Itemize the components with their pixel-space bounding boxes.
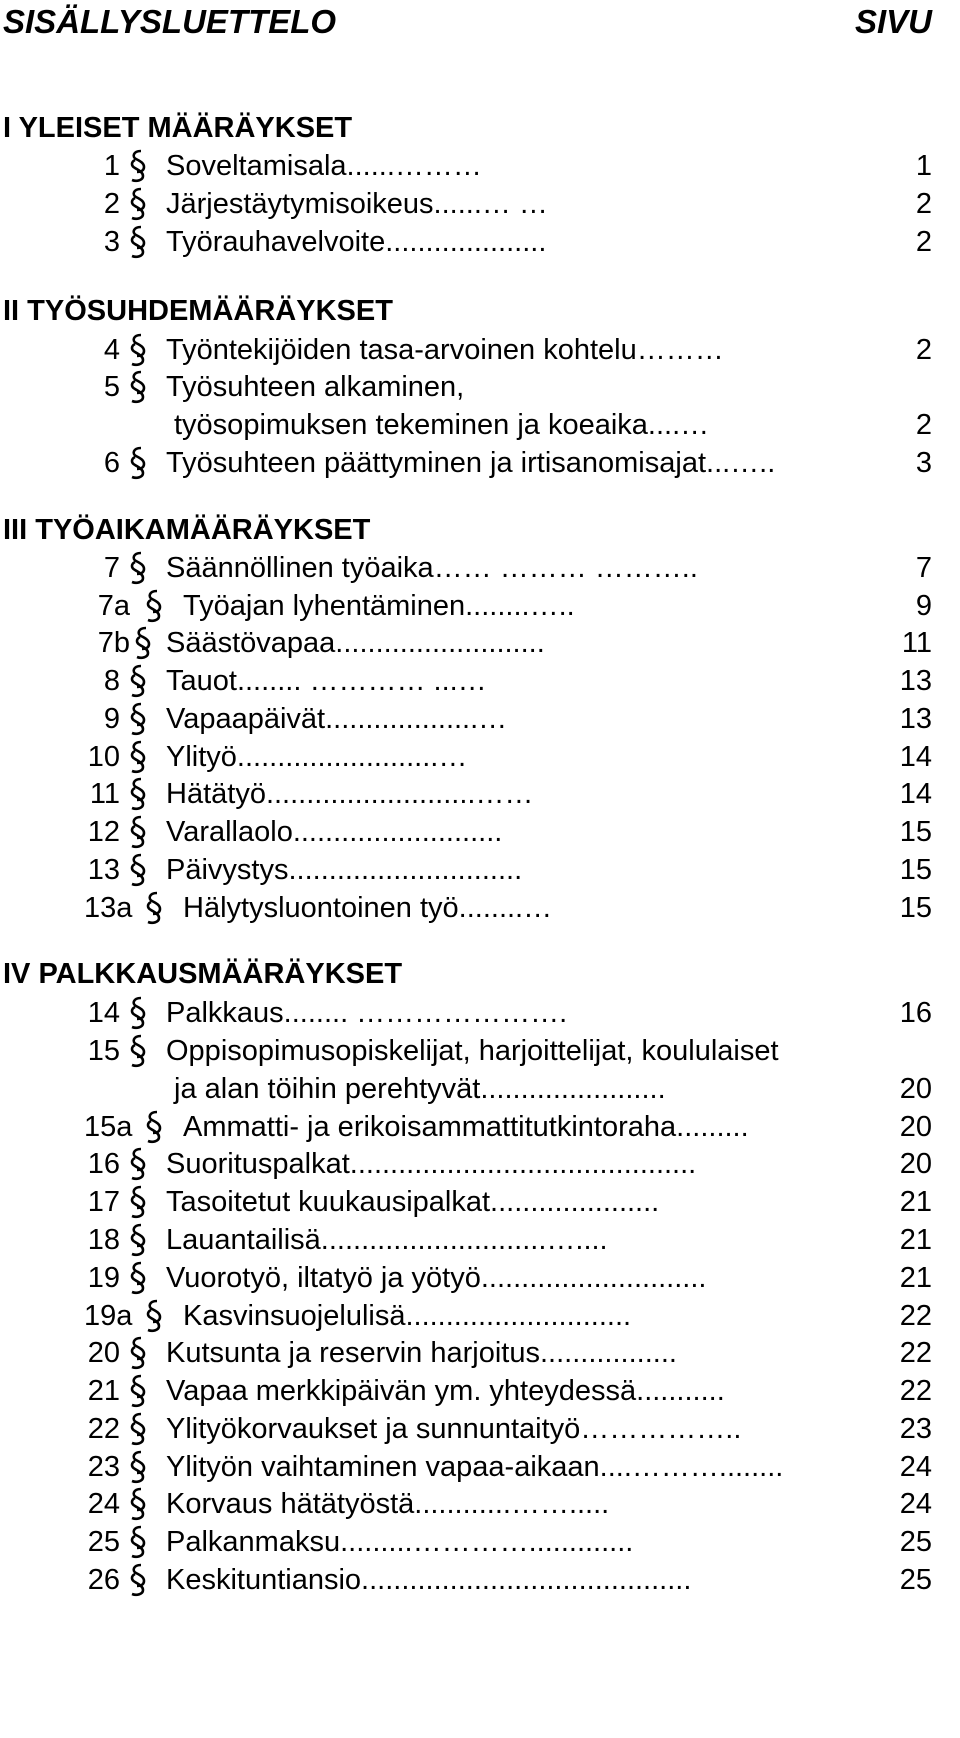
entry-title: Vapaapäivät...................… <box>166 703 508 735</box>
entry-number: 8 <box>103 665 120 697</box>
entry-number: 14 <box>87 997 120 1029</box>
entry-title: Päivystys............................. <box>166 854 523 886</box>
entry-number: 17 <box>87 1186 120 1218</box>
entry-title: Työrauhavelvoite.................... <box>166 226 547 258</box>
entry-number: 23 <box>87 1451 120 1483</box>
entry-title: työsopimuksen tekeminen ja koeaika....… <box>174 409 710 441</box>
paragraph-sign-icon <box>127 776 149 812</box>
paragraph-sign-icon <box>127 1524 149 1560</box>
entry-page-number: 20 <box>899 1148 932 1180</box>
paragraph-sign-icon <box>127 1335 149 1371</box>
paragraph-sign-icon <box>127 148 149 184</box>
section-heading: I YLEISET MÄÄRÄYKSET <box>3 112 353 144</box>
entry-title: Vuorotyö, iltatyö ja yötyö............................ <box>166 1262 707 1294</box>
paragraph-sign-icon <box>127 1486 149 1522</box>
entry-number: 16 <box>87 1148 120 1180</box>
toc-entry[interactable] <box>0 886 960 930</box>
entry-page-number: 11 <box>901 627 932 659</box>
entry-title: Kutsunta ja reservin harjoitus................. <box>166 1337 677 1369</box>
entry-title: Korvaus hätätyöstä............……..... <box>166 1488 610 1520</box>
page-column-label: SIVU <box>854 3 932 40</box>
paragraph-sign-icon <box>127 224 149 260</box>
section-heading: II TYÖSUHDEMÄÄRÄYKSET <box>3 295 393 327</box>
entry-page-number: 24 <box>899 1488 932 1520</box>
entry-page-number: 3 <box>915 447 932 479</box>
entry-number: 12 <box>87 816 120 848</box>
entry-page-number: 21 <box>899 1224 932 1256</box>
entry-page-number: 2 <box>915 409 932 441</box>
entry-number: 3 <box>103 226 120 258</box>
entry-title: Suorituspalkat........................................... <box>166 1148 697 1180</box>
toc-title: SISÄLLYSLUETTELO <box>3 3 337 40</box>
entry-number: 1 <box>103 150 120 182</box>
entry-number: 5 <box>103 371 120 403</box>
entry-title: Työsuhteen päättyminen ja irtisanomisajat...….. <box>166 447 776 479</box>
entry-number: 2 <box>103 188 120 220</box>
paragraph-sign-icon <box>127 701 149 737</box>
entry-page-number: 2 <box>915 334 932 366</box>
paragraph-sign-icon <box>127 1184 149 1220</box>
paragraph-sign-icon <box>127 1373 149 1409</box>
entry-page-number: 13 <box>899 665 932 697</box>
entry-page-number: 21 <box>899 1262 932 1294</box>
entry-page-number: 2 <box>915 226 932 258</box>
entry-number: 15a <box>84 1111 133 1143</box>
entry-title: Keskituntiansio......................................... <box>166 1564 692 1596</box>
entry-page-number: 22 <box>899 1300 932 1332</box>
entry-page-number: 22 <box>899 1337 932 1369</box>
entry-page-number: 9 <box>915 590 932 622</box>
entry-number: 7a <box>97 590 130 622</box>
entry-page-number: 15 <box>899 816 932 848</box>
paragraph-sign-icon <box>127 1562 149 1598</box>
entry-number: 21 <box>87 1375 120 1407</box>
entry-number: 18 <box>87 1224 120 1256</box>
entry-number: 13a <box>84 892 133 924</box>
entry-title: Palkkaus........ …………………. <box>166 997 568 1029</box>
entry-number: 11 <box>89 778 120 810</box>
entry-title: Lauantailisä............................….... <box>166 1224 608 1256</box>
entry-title: Soveltamisala......……… <box>166 150 482 182</box>
entry-page-number: 20 <box>899 1073 932 1105</box>
entry-number: 19 <box>87 1262 120 1294</box>
entry-number: 22 <box>87 1413 120 1445</box>
entry-title: Säännöllinen työaika…… ……… ……….. <box>166 552 698 584</box>
entry-title: Oppisopimusopiskelijat, harjoittelijat, koululaiset <box>166 1035 779 1067</box>
toc-entry[interactable] <box>0 220 960 264</box>
entry-title: Tauot........ ………… ...… <box>166 665 487 697</box>
entry-page-number: 25 <box>899 1564 932 1596</box>
entry-number: 24 <box>87 1488 120 1520</box>
toc-entry[interactable] <box>0 441 960 485</box>
entry-title: Varallaolo.......................... <box>166 816 503 848</box>
entry-number: 10 <box>87 741 120 773</box>
entry-page-number: 13 <box>899 703 932 735</box>
entry-title: Ylityön vaihtaminen vapaa-aikaan....………........ <box>166 1451 784 1483</box>
entry-page-number: 22 <box>899 1375 932 1407</box>
paragraph-sign-icon <box>127 852 149 888</box>
section-heading: III TYÖAIKAMÄÄRÄYKSET <box>3 514 371 546</box>
entry-title: Vapaa merkkipäivän ym. yhteydessä........... <box>166 1375 725 1407</box>
entry-title: ja alan töihin perehtyvät....................... <box>174 1073 666 1105</box>
entry-number: 7b <box>97 627 130 659</box>
paragraph-sign-icon <box>143 890 165 926</box>
entry-number: 4 <box>103 334 120 366</box>
toc-entry[interactable] <box>0 1558 960 1602</box>
paragraph-sign-icon <box>127 739 149 775</box>
paragraph-sign-icon <box>143 1109 165 1145</box>
entry-number: 20 <box>87 1337 120 1369</box>
entry-title: Työntekijöiden tasa-arvoinen kohtelu……… <box>166 334 724 366</box>
entry-title: Kasvinsuojelulisä............................ <box>183 1300 632 1332</box>
entry-title: Palkanmaksu.........…………............. <box>166 1526 634 1558</box>
entry-title: Ammatti- ja erikoisammattitutkintoraha......... <box>183 1111 749 1143</box>
entry-number: 13 <box>87 854 120 886</box>
entry-page-number: 15 <box>899 892 932 924</box>
entry-page-number: 7 <box>915 552 932 584</box>
entry-number: 25 <box>87 1526 120 1558</box>
entry-page-number: 14 <box>899 741 932 773</box>
paragraph-sign-icon <box>127 1033 149 1069</box>
entry-title: Tasoitetut kuukausipalkat..................... <box>166 1186 660 1218</box>
entry-title: Hätätyö..........................…… <box>166 778 534 810</box>
entry-number: 9 <box>103 703 120 735</box>
entry-number: 6 <box>103 447 120 479</box>
entry-page-number: 15 <box>899 854 932 886</box>
entry-title: Järjestäytymisoikeus......… … <box>166 188 548 220</box>
entry-page-number: 16 <box>899 997 932 1029</box>
paragraph-sign-icon <box>127 1146 149 1182</box>
paragraph-sign-icon <box>127 995 149 1031</box>
entry-page-number: 20 <box>899 1111 932 1143</box>
paragraph-sign-icon <box>127 1222 149 1258</box>
paragraph-sign-icon <box>143 588 165 624</box>
entry-title: Ylityökorvaukset ja sunnuntaityö…………….. <box>166 1413 742 1445</box>
entry-page-number: 25 <box>899 1526 932 1558</box>
entry-title: Työajan lyhentäminen........….. <box>183 590 575 622</box>
entry-title: Hälytysluontoinen työ........… <box>183 892 553 924</box>
paragraph-sign-icon <box>127 1411 149 1447</box>
paragraph-sign-icon <box>127 1449 149 1485</box>
paragraph-sign-icon <box>127 445 149 481</box>
entry-title: Säästövapaa.......................... <box>166 627 545 659</box>
entry-page-number: 14 <box>899 778 932 810</box>
paragraph-sign-icon <box>127 550 149 586</box>
entry-number: 7 <box>103 552 120 584</box>
entry-page-number: 23 <box>899 1413 932 1445</box>
paragraph-sign-icon <box>127 814 149 850</box>
entry-number: 15 <box>87 1035 120 1067</box>
paragraph-sign-icon <box>127 186 149 222</box>
entry-title: Ylityö.........................… <box>166 741 468 773</box>
paragraph-sign-icon <box>127 369 149 405</box>
section-heading: IV PALKKAUSMÄÄRÄYKSET <box>3 958 403 990</box>
entry-page-number: 24 <box>899 1451 932 1483</box>
entry-number: 26 <box>87 1564 120 1596</box>
entry-title: Työsuhteen alkaminen, <box>166 371 465 403</box>
entry-page-number: 1 <box>915 150 932 182</box>
entry-page-number: 2 <box>915 188 932 220</box>
paragraph-sign-icon <box>127 663 149 699</box>
paragraph-sign-icon <box>132 625 154 661</box>
entry-number: 19a <box>84 1300 133 1332</box>
entry-page-number: 21 <box>899 1186 932 1218</box>
paragraph-sign-icon <box>127 332 149 368</box>
paragraph-sign-icon <box>127 1260 149 1296</box>
paragraph-sign-icon <box>143 1298 165 1334</box>
